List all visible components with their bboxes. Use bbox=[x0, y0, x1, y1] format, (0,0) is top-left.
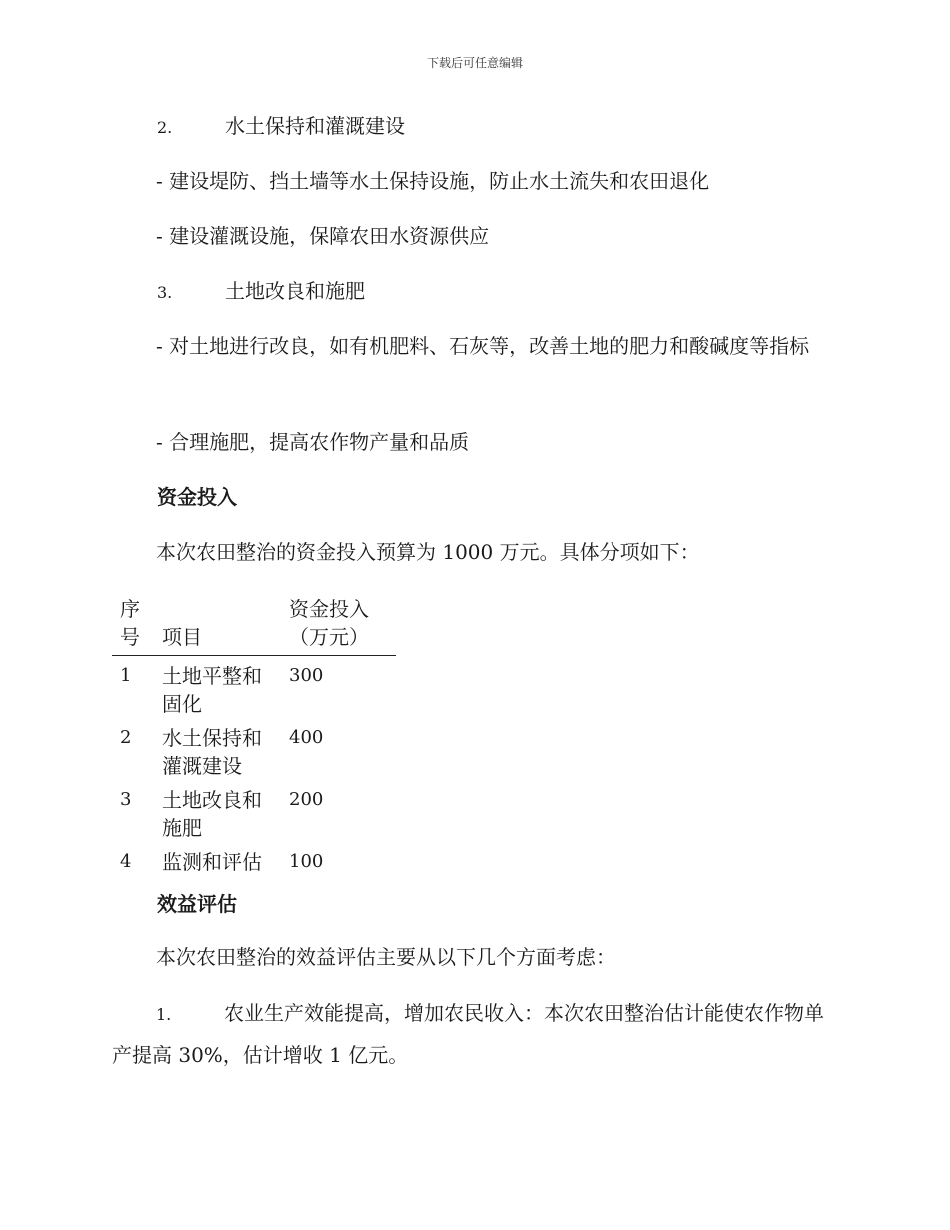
cell-amount: 400 bbox=[289, 727, 324, 748]
table-row bbox=[112, 724, 396, 780]
item-number: 2. bbox=[157, 118, 173, 137]
cell-item-line2: 灌溉建设 bbox=[162, 754, 242, 778]
bullet-paragraph: - 建设堤防、挡土墙等水土保持设施，防止水土流失和农田退化 bbox=[156, 169, 710, 193]
cell-item bbox=[162, 786, 289, 842]
cell-item-line2: 固化 bbox=[162, 692, 202, 716]
section-item-2 bbox=[157, 106, 405, 148]
table-row bbox=[112, 848, 396, 876]
benefit-item-1 bbox=[112, 993, 832, 1076]
cell-item-line1: 土地改良和 bbox=[162, 788, 262, 812]
cell-seq: 2 bbox=[120, 727, 132, 748]
header-seq bbox=[112, 595, 162, 651]
cell-amount: 200 bbox=[289, 789, 324, 810]
bullet-paragraph: - 建设灌溉设施，保障农田水资源供应 bbox=[156, 224, 490, 248]
header-item-label: 项目 bbox=[162, 625, 202, 649]
cell-amount: 300 bbox=[289, 665, 324, 686]
cell-item bbox=[162, 848, 289, 876]
cell-seq: 1 bbox=[120, 665, 132, 686]
bullet-paragraph: - 对土地进行改良，如有机肥料、石灰等，改善土地的肥力和酸碱度等指标 bbox=[156, 334, 810, 358]
cell-amount: 100 bbox=[289, 851, 324, 872]
header-amount-line2: （万元） bbox=[289, 625, 369, 649]
cell-item-line2: 施肥 bbox=[162, 816, 202, 840]
cell-item-line1: 土地平整和 bbox=[162, 664, 262, 688]
item-title: 土地改良和施肥 bbox=[225, 279, 365, 303]
table-row bbox=[112, 662, 396, 718]
cell-item bbox=[162, 724, 289, 780]
cell-seq: 4 bbox=[120, 851, 132, 872]
cell-seq: 3 bbox=[120, 789, 132, 810]
header-seq-line2: 号 bbox=[120, 625, 140, 649]
header-seq-line1: 序 bbox=[120, 597, 140, 621]
funding-table bbox=[112, 595, 396, 876]
header-item bbox=[162, 595, 289, 651]
section-heading-benefit: 效益评估 bbox=[157, 892, 237, 916]
section-item-3 bbox=[157, 271, 365, 313]
table-row bbox=[112, 786, 396, 842]
header-amount bbox=[289, 595, 396, 651]
item-title: 水土保持和灌溉建设 bbox=[225, 114, 405, 138]
item-number: 3. bbox=[157, 283, 173, 302]
section-heading-funding: 资金投入 bbox=[157, 485, 237, 509]
cell-item-line1: 水土保持和 bbox=[162, 726, 262, 750]
bullet-paragraph: - 合理施肥，提高农作物产量和品质 bbox=[156, 430, 470, 454]
page-header: 下载后可任意编辑 bbox=[426, 56, 523, 70]
benefit-intro: 本次农田整治的效益评估主要从以下几个方面考虑： bbox=[156, 945, 616, 969]
item-number: 1. bbox=[156, 1005, 172, 1024]
header-amount-line1: 资金投入 bbox=[289, 597, 369, 621]
cell-item bbox=[162, 662, 289, 718]
table-header-row bbox=[112, 595, 396, 656]
item-text: 农业生产效能提高，增加农民收入：本次农田整治估计能使农作物单产提高 30%，估计增收 1 亿元。 bbox=[112, 1001, 824, 1067]
cell-item-line1: 监测和评估 bbox=[162, 850, 262, 874]
funding-intro: 本次农田整治的资金投入预算为 1000 万元。具体分项如下： bbox=[156, 540, 700, 564]
